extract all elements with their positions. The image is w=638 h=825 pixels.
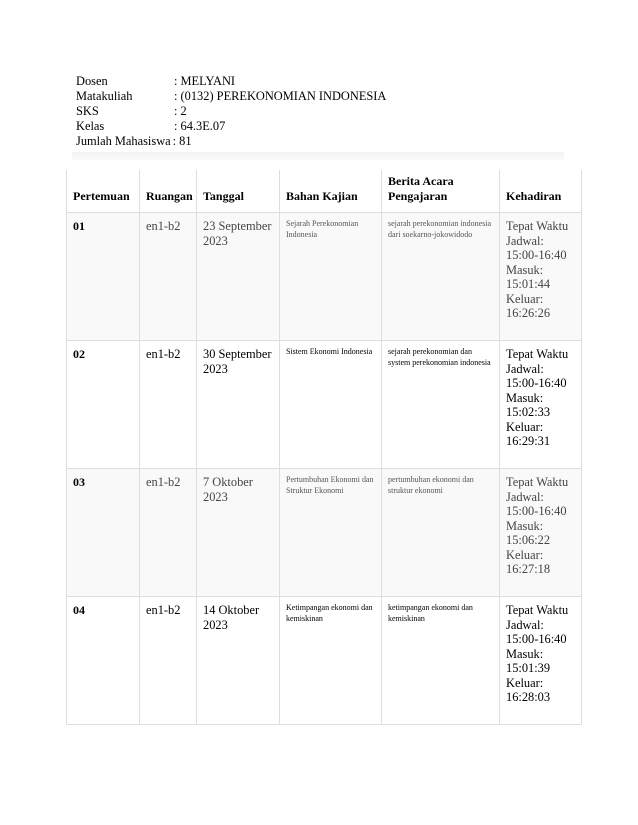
header-ruangan: Ruangan [140, 170, 197, 213]
cell-berita-acara: ketimpangan ekonomi dan kemiskinan [382, 597, 500, 725]
cell-kehadiran [500, 341, 582, 469]
cell-kehadiran [500, 213, 582, 341]
info-label: Matakuliah [76, 89, 133, 103]
header-bahan-kajian: Bahan Kajian [280, 170, 382, 213]
cell-berita-acara: sejarah perekonomian indonesia dari soekarno-jokowidodo [382, 213, 500, 341]
att-keluar: Keluar: 16:28:03 [506, 675, 551, 704]
info-matakuliah [76, 89, 386, 104]
info-label: Kelas [76, 119, 105, 133]
divider-shade [72, 152, 564, 160]
att-masuk: Masuk: 15:01:44 [506, 262, 551, 291]
att-masuk: Masuk: 15:01:39 [506, 646, 551, 675]
att-status: Tepat Waktu [506, 347, 569, 361]
cell-pertemuan: 04 [67, 597, 140, 725]
info-kelas [76, 119, 386, 134]
header-tanggal: Tanggal [197, 170, 280, 213]
table-row [67, 213, 582, 341]
info-label: Dosen [76, 74, 108, 88]
table-header-row [67, 170, 582, 213]
att-masuk: Masuk: 15:02:33 [506, 390, 551, 419]
cell-bahan-kajian: Ketimpangan ekonomi dan kemiskinan [280, 597, 382, 725]
att-jadwal: Jadwal: 15:00-16:40 [506, 617, 567, 646]
cell-berita-acara: sejarah perekonomian dan system perekonomian indonesia [382, 341, 500, 469]
course-info [76, 74, 386, 149]
attendance-table [66, 170, 582, 725]
cell-ruangan: en1-b2 [140, 213, 197, 341]
cell-tanggal: 7 Oktober 2023 [197, 469, 280, 597]
info-label: Jumlah Mahasiswa [76, 134, 171, 148]
table-row [67, 341, 582, 469]
att-keluar: Keluar: 16:29:31 [506, 419, 551, 448]
info-sks [76, 104, 386, 119]
cell-berita-acara: pertumbuhan ekonomi dan struktur ekonomi [382, 469, 500, 597]
cell-ruangan: en1-b2 [140, 469, 197, 597]
info-value: : 81 [172, 134, 192, 148]
att-status: Tepat Waktu [506, 219, 569, 233]
cell-tanggal: 23 September 2023 [197, 213, 280, 341]
table-row [67, 469, 582, 597]
cell-bahan-kajian: Pertumbuhan Ekonomi dan Struktur Ekonomi [280, 469, 382, 597]
att-keluar: Keluar: 16:26:26 [506, 291, 551, 320]
att-masuk: Masuk: 15:06:22 [506, 518, 551, 547]
cell-tanggal: 30 September 2023 [197, 341, 280, 469]
cell-ruangan: en1-b2 [140, 341, 197, 469]
header-kehadiran: Kehadiran [500, 170, 582, 213]
att-keluar: Keluar: 16:27:18 [506, 547, 551, 576]
cell-ruangan: en1-b2 [140, 597, 197, 725]
cell-pertemuan: 02 [67, 341, 140, 469]
att-status: Tepat Waktu [506, 603, 569, 617]
att-jadwal: Jadwal: 15:00-16:40 [506, 233, 567, 262]
cell-bahan-kajian: Sejarah Perekonomian Indonesia [280, 213, 382, 341]
cell-pertemuan: 01 [67, 213, 140, 341]
info-value: : 64.3E.07 [174, 119, 226, 133]
info-label: SKS [76, 104, 99, 118]
header-berita-acara: Berita Acara Pengajaran [382, 170, 500, 213]
cell-tanggal: 14 Oktober 2023 [197, 597, 280, 725]
header-pertemuan: Pertemuan [67, 170, 140, 213]
cell-pertemuan: 03 [67, 469, 140, 597]
table-row [67, 597, 582, 725]
cell-kehadiran [500, 597, 582, 725]
cell-kehadiran [500, 469, 582, 597]
att-jadwal: Jadwal: 15:00-16:40 [506, 361, 567, 390]
info-value: : 2 [174, 104, 187, 118]
info-value: : MELYANI [174, 74, 236, 88]
cell-bahan-kajian: Sistem Ekonomi Indonesia [280, 341, 382, 469]
info-jumlah-mahasiswa [76, 134, 386, 149]
info-value: : (0132) PEREKONOMIAN INDONESIA [174, 89, 387, 103]
att-jadwal: Jadwal: 15:00-16:40 [506, 489, 567, 518]
att-status: Tepat Waktu [506, 475, 569, 489]
info-dosen [76, 74, 386, 89]
